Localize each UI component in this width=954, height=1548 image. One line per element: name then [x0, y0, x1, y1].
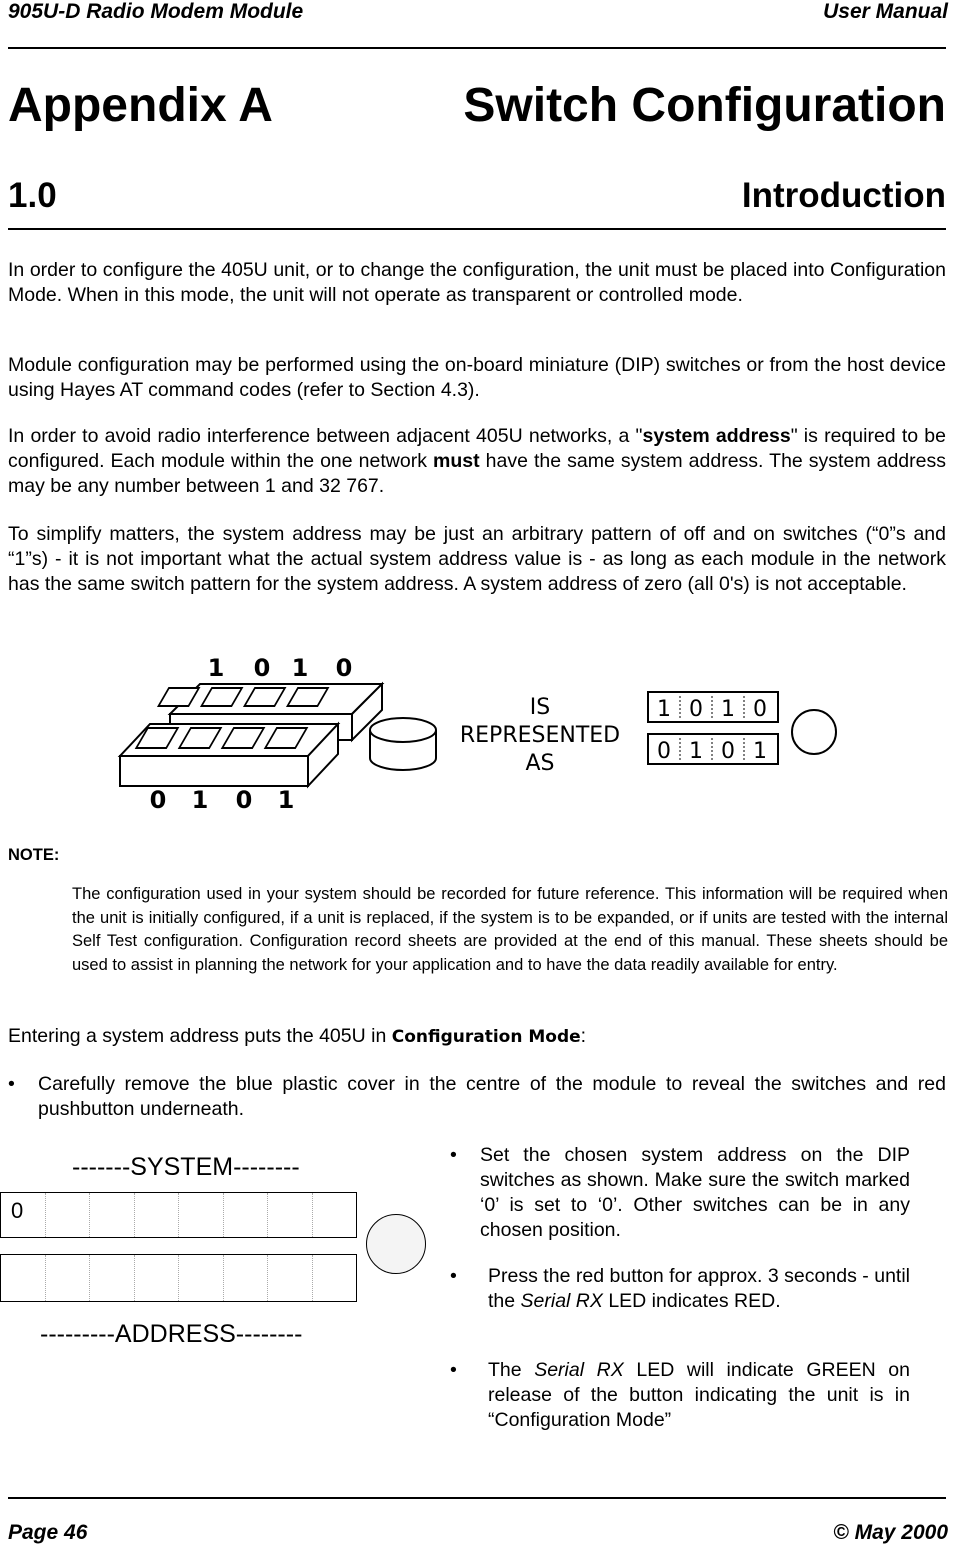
dip-block-front	[120, 724, 338, 786]
address-cell	[268, 1255, 313, 1301]
section-name: Introduction	[741, 176, 946, 215]
pushbutton-circle	[366, 1214, 426, 1274]
display-bottom-digit: 0	[657, 739, 671, 764]
address-cell	[90, 1193, 135, 1237]
display-top-digit: 0	[753, 697, 767, 722]
address-cell	[1, 1255, 46, 1301]
address-cell	[224, 1255, 269, 1301]
figure-bottom-digit: 1	[277, 786, 295, 814]
address-cell	[135, 1255, 180, 1301]
paragraph-dip-switches: Module configuration may be performed using the on-board miniature (DIP) switches or from the host device using Hayes AT command codes (refer to Section 4.3).	[8, 354, 946, 401]
address-cell	[179, 1255, 224, 1301]
paragraph-config-mode: In order to configure the 405U unit, or to change the configuration, the unit must be placed into Configuration Mode. When in this mode, the unit will not operate as transparent or controlled mode.	[8, 259, 946, 306]
figure-top-digit: 0	[335, 654, 353, 682]
figure-top-digit: 1	[291, 654, 309, 682]
entering-config-mode: Entering a system address puts the 405U in Configuration Mode:	[8, 1025, 587, 1047]
display-bottom-digit: 1	[753, 739, 767, 764]
paragraph-system-address: In order to avoid radio interference between adjacent 405U networks, a "system address" is required to be configured. Each module within the one network must have the same system address. The system address may be any number between 1 and 32 767.	[8, 425, 946, 497]
address-cell	[46, 1255, 91, 1301]
address-cell	[90, 1255, 135, 1301]
address-cell	[46, 1193, 91, 1237]
address-grid-row-1	[0, 1192, 357, 1238]
address-cell	[268, 1193, 313, 1237]
bullet-dot: •	[450, 1359, 457, 1381]
system-label: -------SYSTEM--------	[72, 1153, 300, 1181]
address-cell	[135, 1193, 180, 1237]
header-user-manual: User Manual	[823, 0, 948, 23]
figure-top-digit: 1	[207, 654, 225, 682]
section-rule	[8, 228, 946, 230]
address-label: ---------ADDRESS--------	[40, 1320, 303, 1348]
display-top-digit: 1	[721, 697, 735, 722]
address-grid-row-2	[0, 1254, 357, 1302]
figure-caption-as: AS	[525, 751, 555, 776]
bullet-press-button: • Press the red button for approx. 3 seconds - until the Serial RX LED indicates RED.	[450, 1265, 910, 1312]
display-bottom-digit: 0	[721, 739, 735, 764]
figure-caption-represented: REPRESENTED	[459, 723, 621, 748]
figure-bottom-digit: 0	[149, 786, 167, 814]
address-cell	[224, 1193, 269, 1237]
address-cell: 0	[1, 1193, 46, 1237]
note-text: The configuration used in your system should be recorded for future reference. This information will be required when the unit is initially configured, if a unit is replaced, if the system is to be expanded, or if units are tested with the internal Self Test configuration. Configuration record sheets are provided at the end of this manual. These sheets should be used to assist in planning the network for your application and to have the data readily available for entry.	[72, 885, 948, 974]
figure-bottom-digit: 0	[235, 786, 253, 814]
bullet-dot: •	[450, 1265, 457, 1287]
pushbutton-cylinder	[370, 718, 436, 770]
footer-rule	[8, 1497, 946, 1499]
figure-button-circle	[792, 710, 836, 754]
address-cell	[313, 1193, 357, 1237]
bullet-dot: •	[450, 1144, 457, 1166]
dip-switch-figure	[110, 648, 850, 818]
header-manual-title: 905U-D Radio Modem Module	[8, 0, 304, 23]
figure-top-digit: 0	[253, 654, 271, 682]
display-bottom-digit: 1	[689, 739, 703, 764]
bullet-remove-cover: • Carefully remove the blue plastic cover in the centre of the module to reveal the switches and red pushbutton underneath.	[8, 1073, 946, 1120]
header-rule	[8, 47, 946, 49]
bullet-led-green: • The Serial RX LED will indicate GREEN on release of the button indicating the unit is in “Configuration Mode”	[450, 1359, 910, 1431]
section-number: 1.0	[8, 176, 57, 215]
display-top-digit: 1	[657, 697, 671, 722]
display-top-digit: 0	[689, 697, 703, 722]
footer-copyright-date: © May 2000	[833, 1521, 948, 1544]
bullet-dot: •	[8, 1073, 15, 1095]
appendix-title: Appendix A	[8, 79, 273, 132]
figure-bottom-digit: 1	[191, 786, 209, 814]
bullet-set-address: • Set the chosen system address on the DIP switches as shown. Make sure the switch marked ‘0’ is set to ‘0’. Other switches can be in any chosen position.	[450, 1144, 910, 1241]
address-cell	[179, 1193, 224, 1237]
note-label: NOTE:	[8, 846, 60, 864]
paragraph-simplify: To simplify matters, the system address may be just an arbitrary pattern of off and on switches (“0”s and “1”s) - it is not important what the actual system address value is - as long as each module in the network has the same switch pattern for the system address. A system address of zero (all 0's) is not acceptable.	[8, 523, 946, 595]
footer-page-number: Page 46	[8, 1521, 88, 1544]
address-cell	[313, 1255, 357, 1301]
appendix-subtitle: Switch Configuration	[463, 79, 946, 132]
figure-caption-is: IS	[529, 695, 551, 720]
